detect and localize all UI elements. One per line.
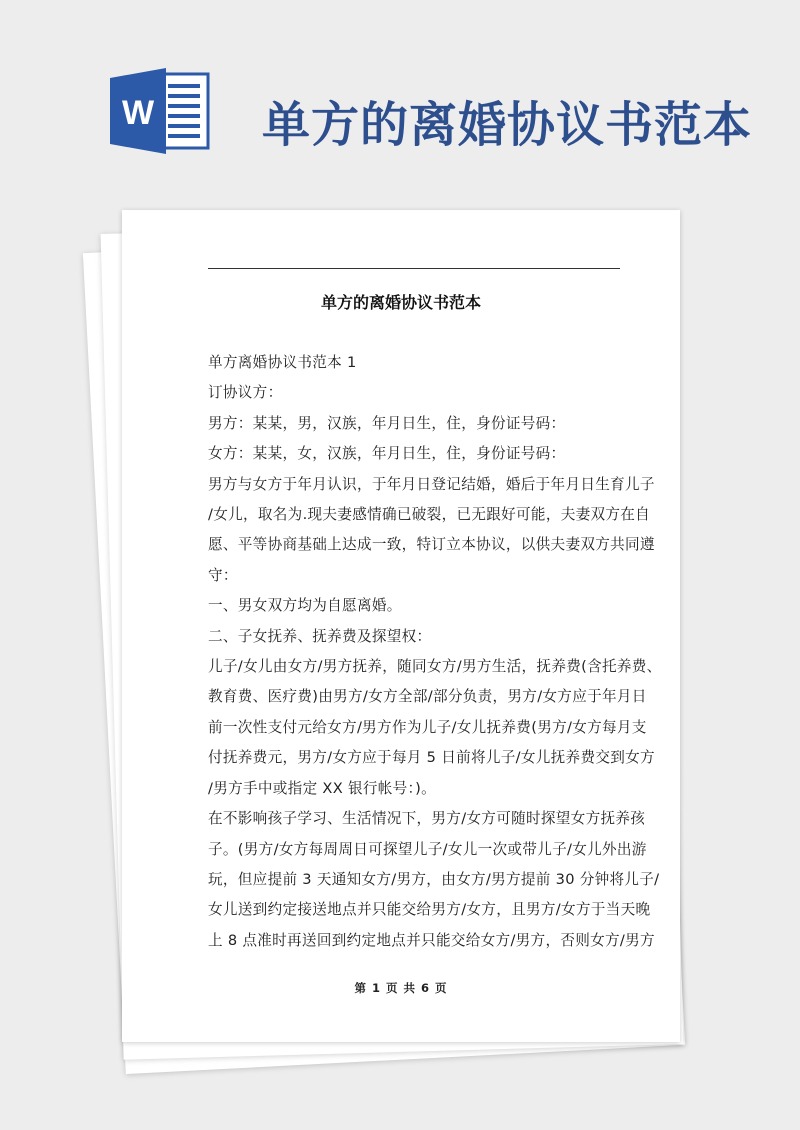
document-line: 守： (208, 566, 238, 584)
document-line: 男方与女方于年月认识，于年月日登记结婚，婚后于年月日生育儿子 (208, 475, 655, 493)
document-line: 女儿送到约定接送地点并只能交给男方/女方，且男方/女方于当天晚 (208, 901, 651, 919)
page-footer: 第 1 页 共 6 页 (354, 981, 448, 995)
document-line: 男方：某某，男，汉族，年月日生，住，身份证号码： (208, 414, 566, 432)
document-line: 一、男女双方均为自愿离婚。 (208, 597, 402, 615)
document-line: /男方手中或指定 XX 银行帐号：)。 (208, 779, 437, 797)
document-line: 儿子/女儿由女方/男方抚养，随同女方/男方生活，抚养费(含托养费、 (208, 658, 662, 676)
document-line: 二、子女抚养、抚养费及探望权： (208, 627, 432, 645)
document-line: 上 8 点准时再送回到约定地点并只能交给女方/男方，否则女方/男方 (208, 931, 655, 949)
document-line: 付抚养费元，男方/女方应于每月 5 日前将儿子/女儿抚养费交到女方 (208, 749, 655, 767)
document-line: 玩，但应提前 3 天通知女方/男方，由女方/男方提前 30 分钟将儿子/ (208, 870, 660, 888)
document-line: 教育费、医疗费)由男方/女方全部/部分负责，男方/女方应于年月日 (208, 688, 647, 706)
header-rule (208, 268, 620, 269)
document-page (122, 210, 680, 1042)
document-body (208, 348, 662, 956)
svg-text:W: W (121, 94, 155, 132)
document-line: 前一次性支付元给女方/男方作为儿子/女儿抚养费(男方/女方每月支 (208, 718, 647, 736)
document-line: 订协议方： (208, 384, 283, 402)
document-line: 女方：某某，女，汉族，年月日生，住，身份证号码： (208, 445, 566, 463)
document-line: 在不影响孩子学习、生活情况下，男方/女方可随时探望女方抚养孩 (208, 810, 646, 828)
document-line: /女儿，取名为.现夫妻感情确已破裂，已无跟好可能，夫妻双方在自 (208, 506, 651, 524)
word-document-icon (110, 68, 214, 154)
document-title: 单方的离婚协议书范本 (320, 293, 481, 312)
banner-title: 单方的离婚协议书范本 (262, 97, 753, 153)
document-line: 子。(男方/女方每周周日可探望儿子/女儿一次或带儿子/女儿外出游 (208, 840, 647, 858)
document-line: 单方离婚协议书范本 1 (208, 354, 357, 371)
document-line: 愿、平等协商基础上达成一致，特订立本协议，以供夫妻双方共同遵 (208, 536, 655, 554)
